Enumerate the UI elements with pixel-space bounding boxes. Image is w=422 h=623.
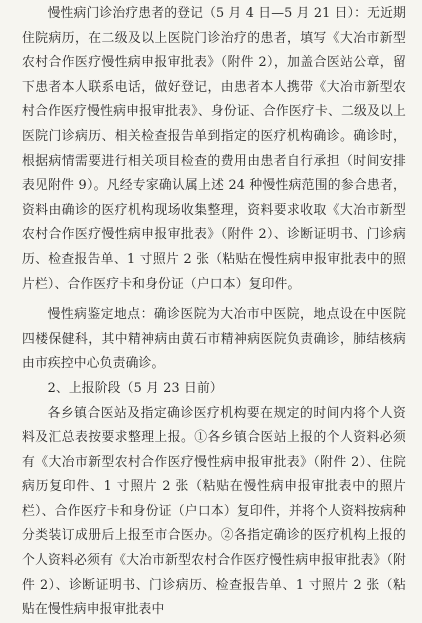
- section-heading-reporting-stage: 2、上报阶段（5 月 23 日前）: [47, 380, 223, 396]
- paragraph-reporting-requirements: 各乡镇合医站及指定确诊医疗机构要在规定的时间内将个人资料及汇总表按要求整理上报。①各乡镇合医站上报的个人资料必须有《大冶市新型农村合作医疗慢性病申报审批表》（附件 2）、住院病历复印件、1 寸照片 2 张（粘贴在慢性病申报审批表中的照片栏）、合作医疗卡和身份证（户口本）复印件，并将个人资料按病种分类装订成册后上报至市合医办。②各指定确诊的医疗机构上报的个人资料必须有《大冶市新型农村合作医疗慢性病申报审批表》（附件 2）、诊断证明书、门诊病历、检查报告单、1 寸照片 2 张（粘贴在慢性病申报审批表中: [22, 405, 406, 618]
- document-page: [22, 2, 406, 618]
- paragraph-identification-location: 慢性病鉴定地点：确诊医院为大冶市中医院，地点设在中医院四楼保健科，其中精神病由黄石市精神病医院负责确诊，肺结核病由市疾控中心负责确诊。: [22, 307, 406, 372]
- paragraph-outpatient-registration: 慢性病门诊治疗患者的登记（5 月 4 日—5 月 21 日）：无近期住院病历，在二级及以上医院门诊治疗的患者，填写《大冶市新型农村合作医疗慢性病申报审批表》（附件 2），加盖合医站公章，留下患者本人联系电话，做好登记，由患者本人携带《大冶市新型农村合作医疗慢性病申报审批表》、身份证、合作医疗卡、二级及以上医院门诊病历、相关检查报告单到指定的医疗机构确诊。确诊时，根据病情需要进行相关项目检查的费用由患者自行承担（时间安排表见附件 9）。凡经专家确认属上述 24 种慢性病范围的参合患者，资料由确诊的医疗机构现场收集整理，资料要求收取《大冶市新型农村合作医疗慢性病申报审批表》（附件 2）、诊断证明书、门诊病历、检查报告单、1 寸照片 2 张（粘贴在慢性病申报审批表中的照片栏）、合作医疗卡和身份证（户口本）复印件。: [22, 6, 406, 292]
